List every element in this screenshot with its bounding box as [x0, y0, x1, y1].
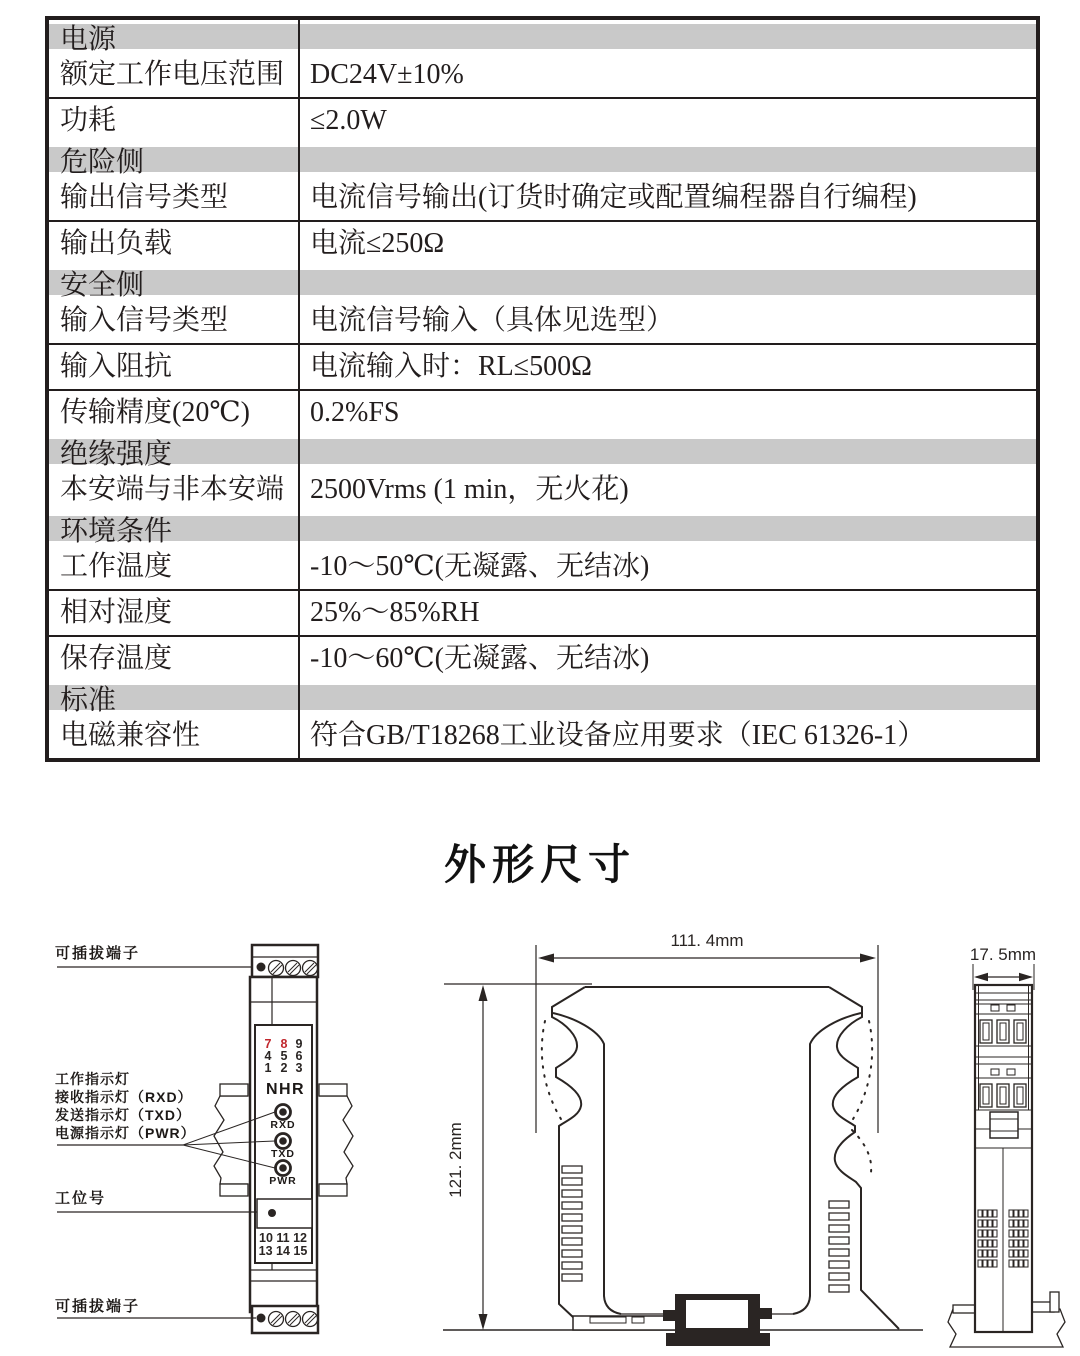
row-label: 输出信号类型 — [60, 182, 229, 213]
section-label: 危险侧 — [60, 146, 145, 178]
row-value: -10～50℃(无凝露、无结冰) — [310, 551, 650, 582]
nhr-logo — [266, 1081, 304, 1098]
svg-text:8: 8 — [280, 1037, 288, 1051]
terminal-swing-dots — [542, 1021, 564, 1124]
table-section-row — [49, 512, 1036, 545]
row-label: 工作温度 — [60, 551, 173, 582]
svg-text:电源指示灯（PWR）: 电源指示灯（PWR） — [55, 1125, 196, 1141]
vent-slots-right — [829, 1201, 849, 1292]
row-value: 2500Vrms (1 min，无火花) — [310, 474, 629, 505]
row-value: 电流输入时：RL≤500Ω — [310, 351, 592, 382]
terminal-number-grid — [265, 1037, 303, 1075]
svg-text:5: 5 — [280, 1049, 288, 1063]
row-label: 相对湿度 — [60, 597, 173, 628]
table-row — [49, 389, 1036, 435]
table-row — [49, 589, 1036, 635]
svg-text:工作指示灯: 工作指示灯 — [55, 1071, 130, 1087]
section-label: 标准 — [60, 684, 117, 716]
table-section-row — [49, 143, 1036, 176]
pluggable-terminal-bottom-label: 可插拔端子 — [55, 1298, 141, 1315]
row-value: -10～60℃(无凝露、无结冰) — [310, 643, 650, 674]
svg-text:17. 5mm: 17. 5mm — [969, 945, 1037, 964]
row-value: ≤2.0W — [310, 105, 387, 136]
row-label: 保存温度 — [60, 643, 173, 674]
table-row — [49, 53, 1036, 97]
row-value: DC24V±10% — [310, 59, 464, 90]
table-section-row — [49, 681, 1036, 714]
svg-text:接收指示灯（RXD）: 接收指示灯（RXD） — [55, 1089, 193, 1105]
row-label: 电磁兼容性 — [60, 720, 201, 751]
row-value: 电流信号输入（具体见选型） — [310, 305, 675, 336]
svg-text:1: 1 — [264, 1061, 272, 1075]
terminal-block-top — [252, 945, 318, 977]
page-title: 外形尺寸 — [443, 841, 636, 888]
row-label: 传输精度(20℃) — [60, 397, 250, 428]
width-dimension — [536, 931, 878, 1133]
svg-text:2: 2 — [280, 1061, 288, 1075]
row-label: 功耗 — [60, 105, 117, 136]
section-label: 绝缘强度 — [60, 438, 173, 470]
vent-slots-left — [562, 1166, 582, 1281]
svg-text:7: 7 — [264, 1037, 272, 1051]
svg-text:111. 4mm: 111. 4mm — [670, 931, 744, 950]
svg-text:发送指示灯（TXD）: 发送指示灯（TXD） — [55, 1107, 191, 1123]
row-label: 输入阻抗 — [60, 351, 173, 382]
row-label: 本安端与非本安端 — [60, 474, 285, 505]
table-section-row — [49, 20, 1036, 53]
table-row — [49, 545, 1036, 589]
svg-text:4: 4 — [264, 1049, 272, 1063]
terminal-swing-dots — [852, 1130, 871, 1178]
spec-table — [45, 16, 1040, 762]
row-value: 符合GB/T18268工业设备应用要求（IEC 61326-1） — [310, 720, 926, 751]
svg-text:H: H — [279, 1081, 291, 1098]
terminal-swing-dots — [850, 1021, 872, 1124]
table-row — [49, 343, 1036, 389]
section-label: 环境条件 — [60, 515, 173, 547]
svg-text:PWR: PWR — [269, 1175, 297, 1187]
front-view-drawing — [54, 944, 353, 1333]
svg-text:121. 2mm: 121. 2mm — [446, 1122, 465, 1198]
pluggable-terminal-top-label: 可插拔端子 — [55, 945, 141, 962]
table-row — [49, 468, 1036, 512]
side-profile-drawing — [443, 931, 923, 1346]
terminal-block-bottom — [252, 1306, 318, 1333]
table-row — [49, 220, 1036, 266]
svg-text:RXD: RXD — [270, 1119, 296, 1131]
end-module-body — [975, 985, 1032, 1332]
svg-text:TXD: TXD — [271, 1148, 295, 1160]
din-connector — [663, 1294, 772, 1346]
row-value: 0.2%FS — [310, 397, 400, 428]
row-value: 25%～85%RH — [310, 597, 480, 628]
row-label: 额定工作电压范围 — [60, 59, 285, 90]
table-column-divider — [298, 20, 300, 758]
section-label: 安全侧 — [60, 269, 145, 301]
svg-text:N: N — [266, 1081, 278, 1098]
table-row — [49, 714, 1036, 758]
row-label: 输出负载 — [60, 228, 173, 259]
table-row — [49, 176, 1036, 220]
row-value: 电流信号输出(订货时确定或配置编程器自行编程) — [310, 182, 917, 213]
table-row — [49, 635, 1036, 681]
svg-text:10 11 12: 10 11 12 — [259, 1231, 307, 1245]
end-view-drawing — [948, 945, 1065, 1347]
table-row — [49, 299, 1036, 343]
svg-text:13 14 15: 13 14 15 — [258, 1244, 308, 1258]
svg-text:3: 3 — [295, 1061, 303, 1075]
section-label: 电源 — [60, 23, 117, 55]
svg-text:6: 6 — [295, 1049, 303, 1063]
row-value: 电流≤250Ω — [310, 228, 445, 259]
svg-text:R: R — [292, 1081, 304, 1098]
outline-dimension-drawings — [0, 905, 1080, 1356]
end-width-dimension — [970, 945, 1036, 990]
svg-text:工位号: 工位号 — [55, 1190, 107, 1207]
table-row — [49, 97, 1036, 143]
svg-text:9: 9 — [295, 1037, 303, 1051]
table-section-row — [49, 435, 1036, 468]
table-section-row — [49, 266, 1036, 299]
bottom-terminal-numbers — [259, 1231, 308, 1258]
row-label: 输入信号类型 — [60, 305, 229, 336]
